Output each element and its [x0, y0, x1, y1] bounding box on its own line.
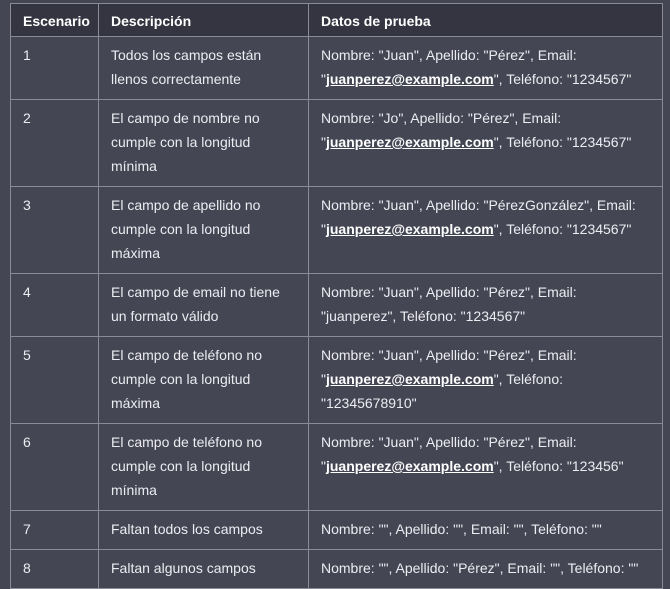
table-body — [11, 37, 663, 589]
email-link[interactable]: juanperez@example.com — [325, 221, 494, 237]
datos-text-suffix: ", Teléfono: "1234567" — [493, 221, 632, 237]
cell-datos-de-prueba — [309, 337, 663, 424]
cell-datos-de-prueba — [309, 511, 663, 550]
table-row — [11, 37, 663, 100]
email-link[interactable]: juanperez@example.com — [325, 458, 494, 474]
table-header — [11, 4, 663, 37]
datos-text: Nombre: "Juan", Apellido: "Pérez", Email: " — [321, 47, 577, 87]
cell-escenario: 8 — [11, 550, 99, 589]
email-link[interactable]: juanperez@example.com — [325, 371, 494, 387]
cell-descripcion: El campo de nombre no cumple con la longitud mínima — [99, 100, 309, 187]
cell-descripcion: El campo de email no tiene un formato válido — [99, 274, 309, 337]
datos-text-suffix: ", Teléfono: "12345678910" — [321, 371, 564, 411]
cell-datos-de-prueba — [309, 187, 663, 274]
cell-escenario: 7 — [11, 511, 99, 550]
cell-escenario: 1 — [11, 37, 99, 100]
test-scenarios-table — [10, 3, 663, 589]
test-scenarios-table-container — [10, 3, 662, 589]
datos-text: Nombre: "Juan", Apellido: "Pérez", Email: "juanperez", Teléfono: "1234567" — [321, 284, 577, 324]
datos-text-suffix: ", Teléfono: "123456" — [493, 458, 624, 474]
table-row — [11, 550, 663, 589]
cell-escenario: 5 — [11, 337, 99, 424]
cell-descripcion: El campo de teléfono no cumple con la longitud mínima — [99, 424, 309, 511]
datos-text: Nombre: "Juan", Apellido: "Pérez", Email: " — [321, 434, 577, 474]
header-descripcion: Descripción — [99, 4, 309, 37]
cell-escenario: 4 — [11, 274, 99, 337]
table-row — [11, 511, 663, 550]
datos-text: Nombre: "Juan", Apellido: "Pérez", Email: " — [321, 347, 577, 387]
table-row — [11, 187, 663, 274]
cell-datos-de-prueba — [309, 37, 663, 100]
cell-descripcion: El campo de apellido no cumple con la longitud máxima — [99, 187, 309, 274]
cell-datos-de-prueba — [309, 424, 663, 511]
cell-datos-de-prueba — [309, 550, 663, 589]
cell-datos-de-prueba — [309, 100, 663, 187]
datos-text: Nombre: "", Apellido: "Pérez", Email: "", Teléfono: "" — [321, 560, 639, 576]
table-row — [11, 337, 663, 424]
datos-text: Nombre: "Juan", Apellido: "PérezGonzález", Email: " — [321, 197, 636, 237]
datos-text: Nombre: "", Apellido: "", Email: "", Teléfono: "" — [321, 521, 602, 537]
table-row — [11, 424, 663, 511]
cell-escenario: 6 — [11, 424, 99, 511]
email-link[interactable]: juanperez@example.com — [325, 134, 494, 150]
email-link[interactable]: juanperez@example.com — [325, 71, 494, 87]
cell-escenario: 2 — [11, 100, 99, 187]
cell-descripcion: Faltan algunos campos — [99, 550, 309, 589]
cell-descripcion: Todos los campos están llenos correctamente — [99, 37, 309, 100]
datos-text: Nombre: "Jo", Apellido: "Pérez", Email: " — [321, 110, 562, 150]
table-row — [11, 100, 663, 187]
cell-datos-de-prueba — [309, 274, 663, 337]
header-escenario: Escenario — [11, 4, 99, 37]
cell-escenario: 3 — [11, 187, 99, 274]
table-header-row — [11, 4, 663, 37]
cell-descripcion: Faltan todos los campos — [99, 511, 309, 550]
datos-text-suffix: ", Teléfono: "1234567" — [493, 71, 632, 87]
header-datos-de-prueba: Datos de prueba — [309, 4, 663, 37]
datos-text-suffix: ", Teléfono: "1234567" — [493, 134, 632, 150]
cell-descripcion: El campo de teléfono no cumple con la longitud máxima — [99, 337, 309, 424]
table-row — [11, 274, 663, 337]
